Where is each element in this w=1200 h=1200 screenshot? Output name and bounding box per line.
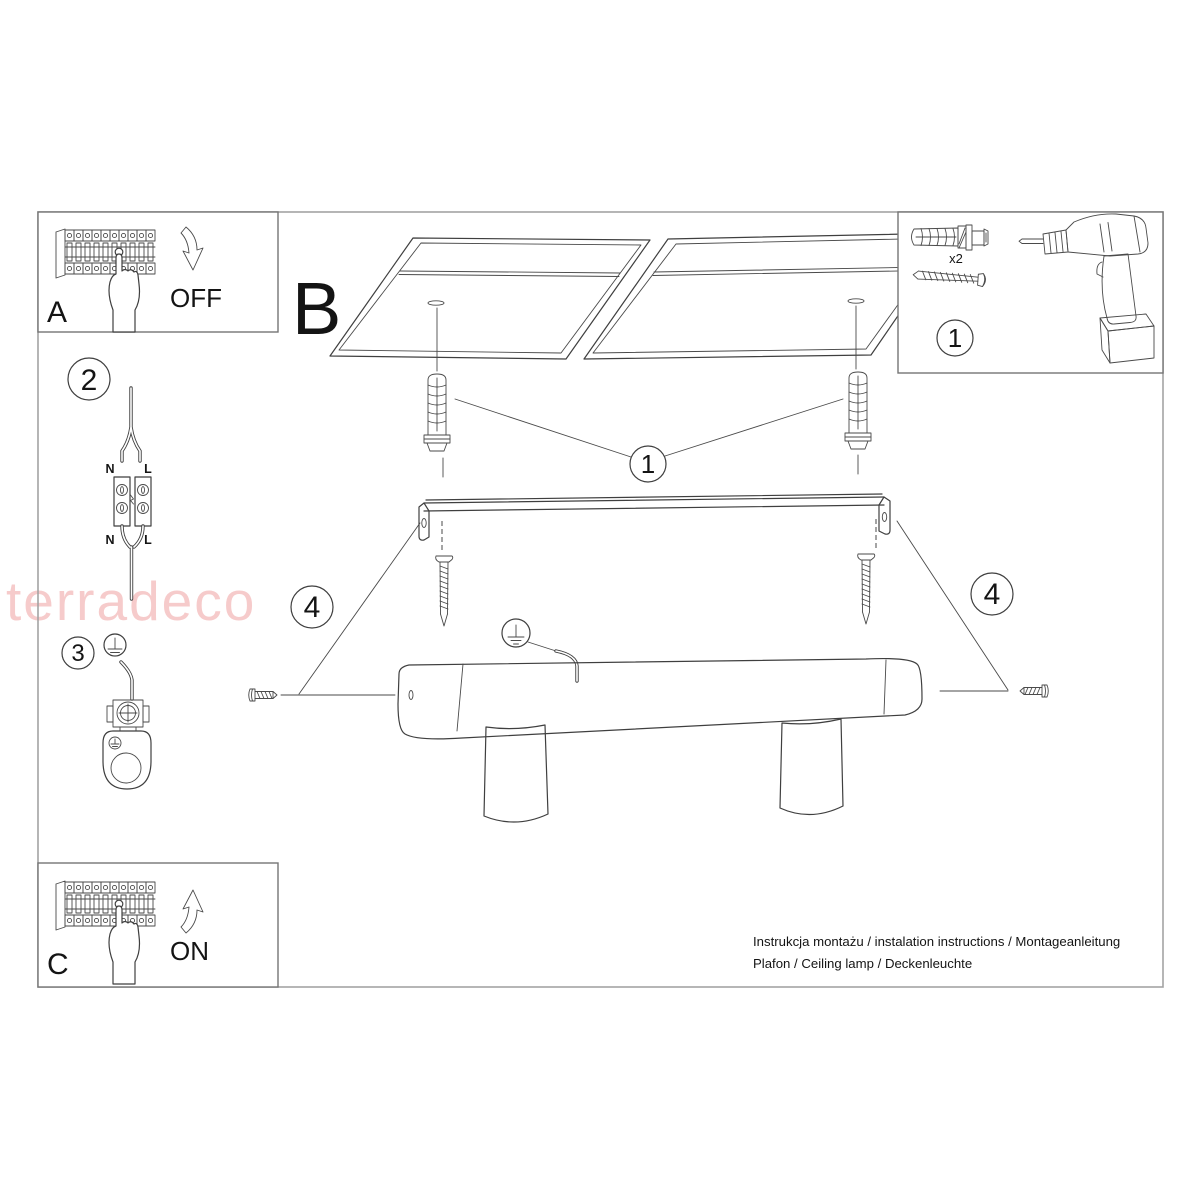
callout-4-right-number: 4	[983, 578, 1001, 611]
kit-quantity-label: x2	[949, 251, 963, 266]
wire-label-n-top: N	[105, 462, 115, 476]
mount-screw-left	[436, 556, 453, 626]
step-c-box	[38, 863, 278, 987]
kit-callout-number: 1	[947, 323, 963, 353]
mount-screw-right	[858, 554, 875, 624]
spot-cylinder-left	[484, 725, 548, 822]
ground-connection	[502, 619, 577, 681]
step-c-label: C	[47, 948, 69, 981]
kit-box	[898, 212, 1163, 373]
callout-2-number: 2	[80, 364, 98, 397]
side-screw-left-callout	[249, 523, 420, 701]
wall-anchor-right	[845, 372, 871, 449]
step-a-box	[38, 212, 278, 332]
callout-1-number: 1	[640, 449, 656, 479]
step-a-label: A	[47, 296, 68, 329]
step-b-label: B	[292, 267, 342, 350]
side-screw-right-icon	[1020, 685, 1048, 697]
side-screw-left-icon	[249, 689, 277, 701]
ground-clamp-diagram	[62, 634, 151, 789]
step-a-action: OFF	[170, 283, 222, 313]
wire-label-l-top: L	[144, 462, 152, 476]
wiring-diagram	[68, 358, 152, 599]
wall-anchor-left	[424, 374, 450, 451]
watermark-text: terradeco	[6, 570, 257, 632]
ceiling-lamp	[398, 659, 922, 822]
spot-cylinder-right	[780, 719, 843, 815]
callout-4-left-number: 4	[303, 591, 321, 624]
wire-label-n-bottom: N	[105, 533, 115, 547]
callout-3-number: 3	[71, 640, 85, 667]
mounting-bracket	[419, 494, 890, 626]
wire-label-l-bottom: L	[144, 533, 152, 547]
ceiling-panels	[330, 233, 955, 371]
anchors-callout	[424, 372, 871, 482]
footer-line-2: Plafon / Ceiling lamp / Deckenleuchte	[753, 956, 973, 971]
footer-line-1: Instrukcja montażu / instalation instructions / Montageanleitung	[753, 934, 1121, 949]
step-c-action: ON	[170, 936, 209, 966]
